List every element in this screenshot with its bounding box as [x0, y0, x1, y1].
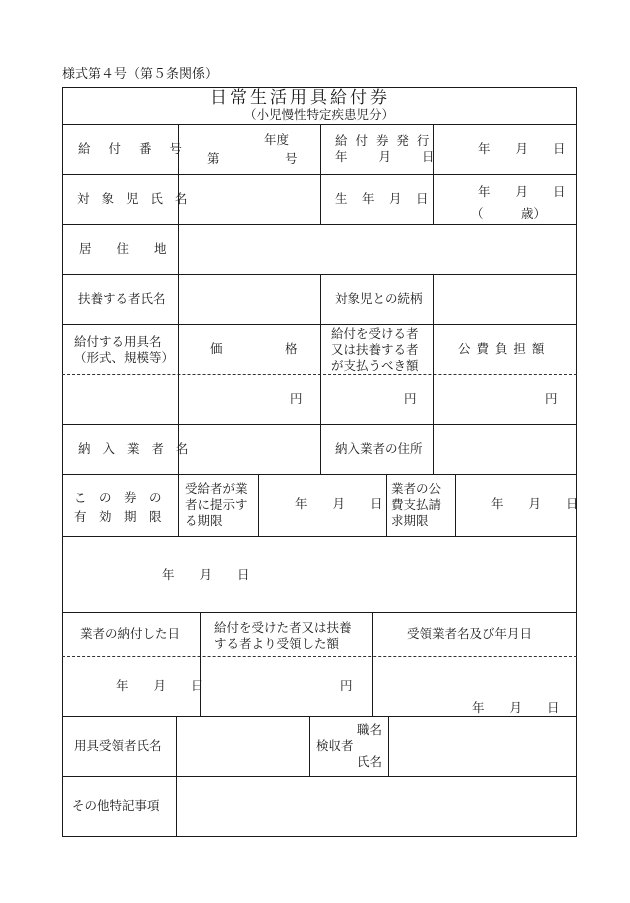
received-amount-yen: 円 — [340, 678, 353, 693]
col-line — [309, 716, 310, 776]
birth-date-value: 年 月 日 — [478, 184, 566, 199]
received-supplier-label: 受領業者名及び年月日 — [407, 626, 533, 641]
supplier-claim-deadline-date: 年 月 日 — [491, 496, 579, 511]
public-burden-yen: 円 — [545, 391, 558, 406]
col-line — [433, 274, 434, 474]
col-line — [386, 474, 387, 536]
remarks-label: その他特記事項 — [72, 798, 160, 813]
col-line — [178, 474, 179, 536]
issue-date-label: 給 付 券 発 行 年 月 日 — [335, 133, 437, 164]
inspector-position-label: 職名 — [357, 722, 383, 737]
supplier-paid-date-label: 業者の納付した日 — [80, 626, 181, 641]
equipment-label: 給付する用具名 （形式、規模等） — [74, 334, 175, 365]
col-line — [320, 124, 321, 224]
guardian-name-label: 扶養する者氏名 — [78, 291, 166, 306]
child-name-label: 対 象 児 氏 名 — [77, 191, 192, 206]
number-suffix: 号 — [285, 151, 298, 166]
received-supplier-date: 年 月 日 — [472, 700, 560, 715]
row-line — [62, 776, 577, 777]
inspector-label: 検収者 — [316, 738, 354, 753]
supplier-address-label: 納入業者の住所 — [335, 441, 423, 456]
row-line — [62, 474, 577, 475]
row-line — [62, 716, 577, 717]
inspector-name-label: 氏名 — [357, 754, 383, 769]
form-title: 日常生活用具給付券 — [210, 88, 390, 108]
decision-date: 年 月 日 — [162, 567, 250, 582]
col-line — [200, 612, 201, 716]
age-field: （ 歳） — [471, 206, 547, 221]
received-amount-label: 給付を受けた者又は扶養 する者より受領した額 — [214, 620, 352, 651]
col-line — [178, 124, 179, 474]
col-line — [176, 716, 177, 837]
payer-yen: 円 — [404, 391, 417, 406]
row-line — [62, 536, 577, 537]
recipient-deadline-label: 受給者が業 者に提示す る期限 — [185, 481, 248, 528]
form-subtitle: （小児慢性特定疾患児分） — [244, 107, 395, 122]
relationship-label: 対象児との続柄 — [335, 291, 423, 306]
birth-date-label: 生 年 月 日 — [335, 191, 430, 206]
col-line — [372, 612, 373, 716]
validity-label: こ の 券 の 有 効 期 限 — [74, 490, 162, 524]
supplier-claim-deadline-label: 業者の公 費支払請 求期限 — [391, 481, 442, 528]
fiscal-year-suffix: 年度 — [264, 132, 290, 147]
row-line — [62, 224, 577, 225]
price-yen: 円 — [290, 391, 303, 406]
supplier-name-label: 納 入 業 者 名 — [78, 441, 193, 456]
receiver-name-label: 用具受領者氏名 — [74, 738, 162, 753]
col-line — [320, 274, 321, 474]
supplier-paid-date-value: 年 月 日 — [116, 678, 204, 693]
public-burden-label: 公 費 負 担 額 — [458, 341, 546, 356]
issue-date-value: 年 月 日 — [478, 141, 566, 156]
col-line — [455, 474, 456, 536]
payer-amount-label: 給付を受ける者 又は扶養する者 が支払うべき額 — [331, 326, 419, 373]
col-line — [388, 716, 389, 776]
number-prefix: 第 — [207, 151, 220, 166]
form-number: 様式第４号（第５条関係） — [62, 67, 219, 82]
dashed-row-line — [62, 656, 577, 657]
recipient-deadline-date: 年 月 日 — [295, 496, 383, 511]
col-line — [258, 474, 259, 536]
price-label: 価 格 — [210, 341, 298, 356]
grant-number-label: 給 付 番 号 — [78, 141, 189, 156]
address-label: 居 住 地 — [79, 241, 167, 256]
